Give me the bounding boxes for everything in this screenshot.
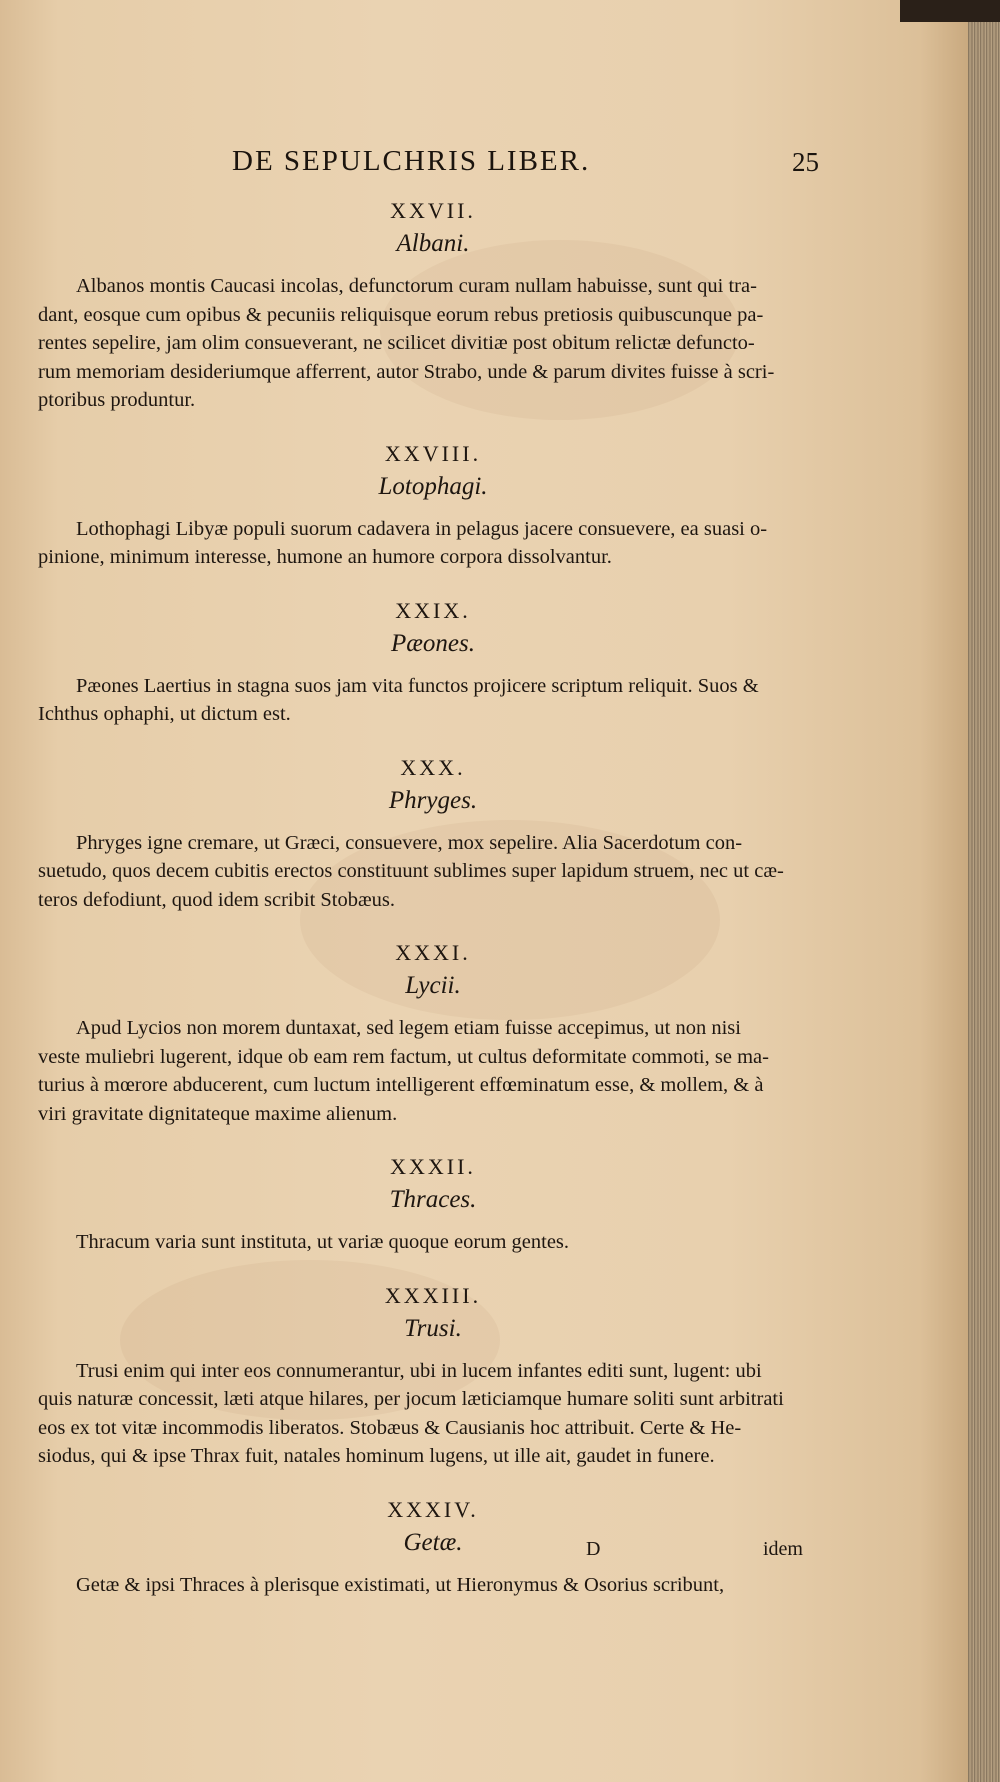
- page-body: [38, 196, 828, 1623]
- text-line: ptoribus produntur.: [38, 389, 196, 411]
- section-number: XXXI.: [395, 940, 471, 965]
- section-heading: Phryges.: [388, 786, 478, 814]
- catchword: idem: [763, 1538, 803, 1560]
- text-line: Ichthus ophaphi, ut dictum est.: [38, 703, 291, 725]
- text-line: suetudo, quos decem cubitis erectos constituunt sublimes super lapidum struem, nec ut cæ-: [38, 860, 784, 882]
- text-line: eos ex tot vitæ incommodis liberatos. Stobæus & Causianis hoc attribuit. Certe & He-: [38, 1416, 742, 1439]
- section-number: XXIX.: [395, 597, 471, 623]
- text-line: Getæ & ipsi Thraces à plerisque existimati, ut Hieronymus & Osorius scribunt,: [76, 1573, 725, 1596]
- page-footer: [38, 1538, 828, 1568]
- text-line: Pæones Laertius in stagna suos jam vita functos projicere scriptum reliquit. Suos &: [76, 674, 759, 697]
- text-line: viri gravitate dignitateque maxime alienum.: [38, 1102, 398, 1125]
- section-number: XXVIII.: [384, 440, 482, 466]
- section-paragraph: [38, 1571, 828, 1600]
- section-number: XXVII.: [390, 198, 476, 223]
- section-heading: Getæ.: [403, 1528, 463, 1556]
- text-line: Apud Lycios non morem duntaxat, sed legem etiam fuisse accepimus, ut non nisi: [76, 1017, 741, 1039]
- section-heading: Trusi.: [404, 1314, 462, 1342]
- text-line: rum memoriam desideriumque afferrent, autor Strabo, unde & parum divites fuisse à scri-: [38, 360, 775, 383]
- section-number: XXXIII.: [384, 1282, 482, 1308]
- text-line: Trusi enim qui inter eos connumerantur, ubi in lucem infantes editi sunt, lugent: ubi: [76, 1359, 762, 1382]
- section-paragraph: [38, 1228, 828, 1257]
- section-number: XXX.: [400, 754, 466, 780]
- signature-mark: D: [586, 1538, 601, 1560]
- page-stack-edge: [968, 0, 1000, 1782]
- text-line: dant, eosque cum opibus & pecuniis reliquisque eorum rebus pretiosis quibuscunque pa-: [38, 303, 764, 326]
- text-line: veste muliebri lugerent, idque ob eam rem factum, ut cultus deformitate commoti, se ma-: [38, 1045, 769, 1068]
- text-line: Lothophagi Libyæ populi suorum cadavera in pelagus jacere consuevere, ea suasi o-: [76, 517, 768, 540]
- text-line: siodus, qui & ipse Thrax fuit, natales hominum lugens, ut ille ait, gaudet in funere.: [38, 1445, 715, 1467]
- section-heading: Lotophagi.: [378, 472, 488, 500]
- section-paragraph: [38, 829, 828, 915]
- section-heading: Lycii.: [405, 972, 461, 999]
- section-heading: Thraces.: [389, 1186, 477, 1213]
- section-number: XXXIV.: [387, 1496, 479, 1522]
- section-heading: Pæones.: [390, 629, 476, 657]
- text-line: Thracum varia sunt instituta, ut variæ quoque eorum gentes.: [76, 1231, 570, 1253]
- section-heading: Albani.: [396, 230, 470, 257]
- text-line: Albanos montis Caucasi incolas, defunctorum curam nullam habuisse, sunt qui tra-: [76, 275, 757, 297]
- text-line: teros defodiunt, quod idem scribit Stobæus.: [38, 888, 396, 911]
- running-title: DE SEPULCHRIS LIBER.: [232, 145, 591, 177]
- text-line: pinione, minimum interesse, humone an humore corpora dissolvantur.: [38, 546, 612, 568]
- section-paragraph: [38, 515, 828, 572]
- text-line: Phryges igne cremare, ut Græci, consuevere, mox sepelire. Alia Sacerdotum con-: [76, 831, 743, 854]
- section-paragraph: [38, 1357, 828, 1471]
- text-line: quis naturæ concessit, læti atque hilares, per jocum læticiamque humare soliti sunt arbitrati: [38, 1388, 784, 1410]
- section-number: XXXII.: [390, 1154, 476, 1179]
- section-paragraph: [38, 672, 828, 729]
- section-paragraph: [38, 272, 828, 415]
- book-shadow: [900, 0, 1000, 22]
- section-paragraph: [38, 1014, 828, 1128]
- text-line: turius à mœrore abducerent, cum luctum intelligerent effœminatum esse, & mollem, & à: [38, 1074, 764, 1096]
- page-header: [0, 145, 968, 195]
- text-line: rentes sepelire, jam olim consueverant, ne scilicet divitiæ post obitum relictæ defuncto-: [38, 332, 755, 354]
- page-number: 25: [792, 147, 819, 177]
